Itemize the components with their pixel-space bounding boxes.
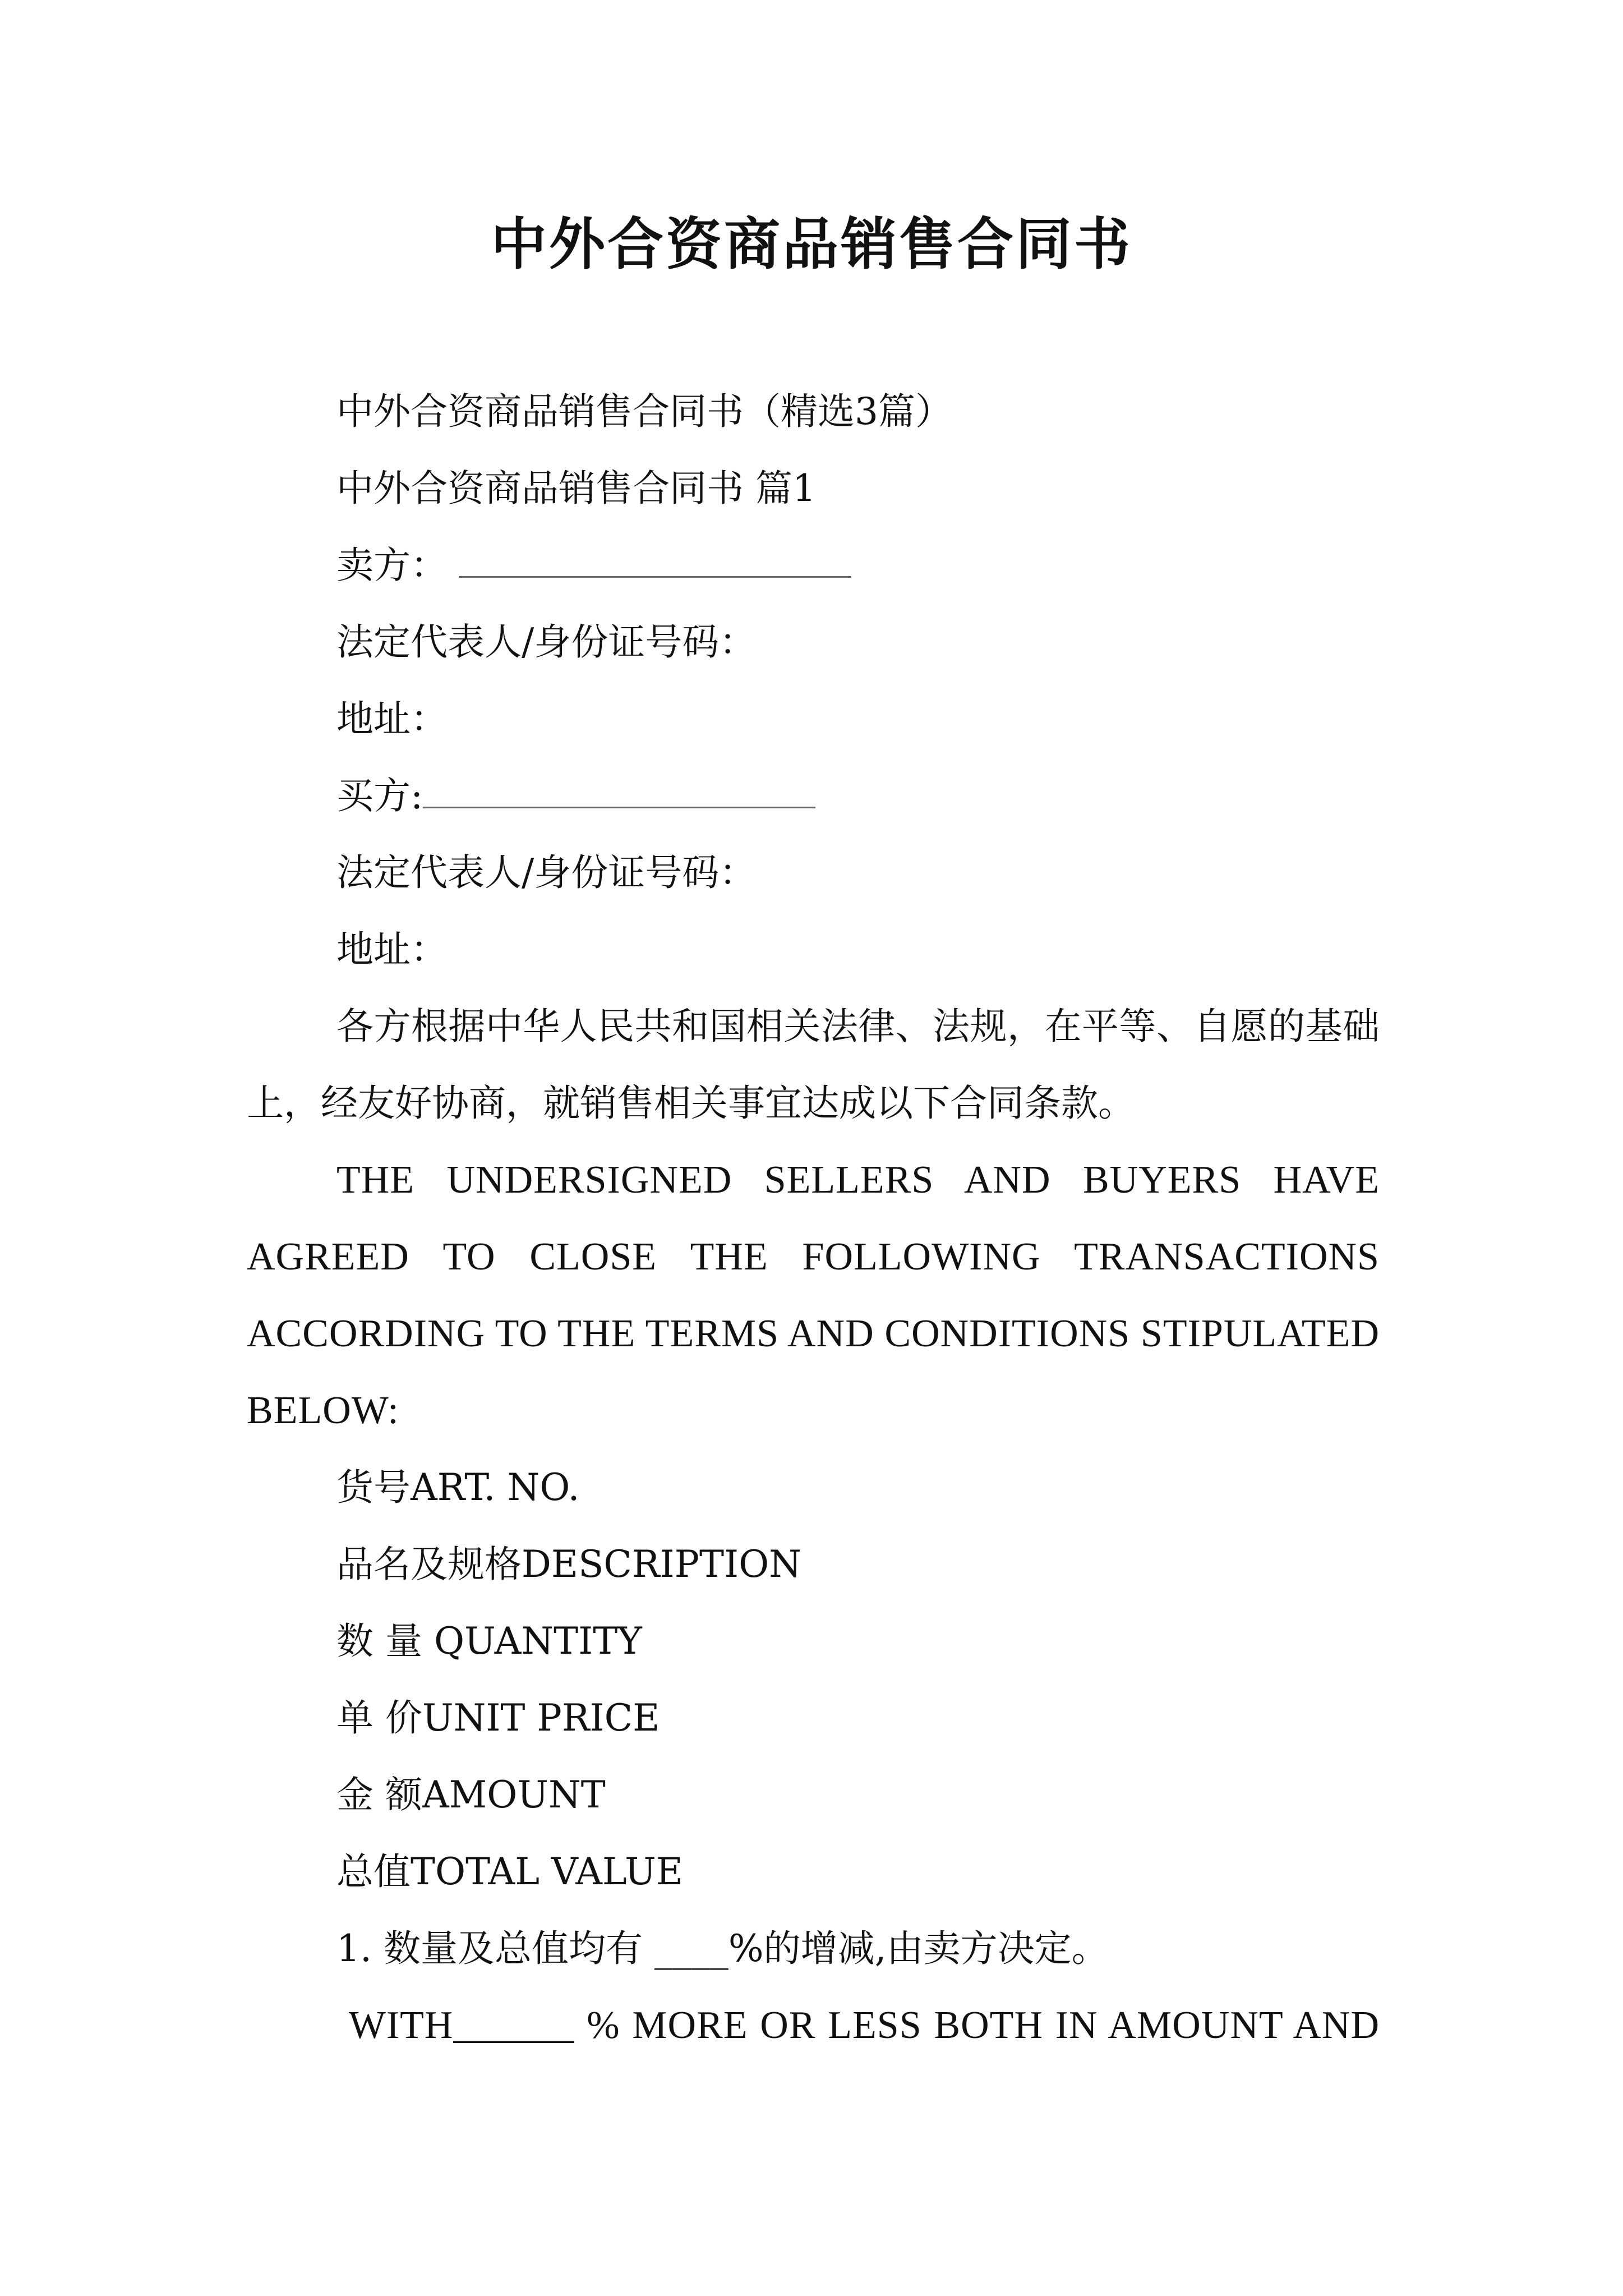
seller-address: 地址：	[336, 697, 448, 740]
subtitle: 中外合资商品销售合同书（精选3篇）	[336, 390, 952, 433]
seller-blank	[459, 541, 851, 578]
clause-1-chinese: 1. 数量及总值均有 ____%的增减,由卖方决定。	[336, 1927, 1109, 1970]
document-body	[247, 373, 1390, 2064]
preamble-chinese: 各方根据中华人民共和国相关法律、法规，在平等、自愿的基础上，经友好协商，就销售相关事宜达成以下合同条款。	[247, 1005, 1380, 1125]
buyer-blank	[423, 772, 815, 808]
field-quantity: 数 量 QUANTITY	[336, 1619, 642, 1663]
field-total-value: 总值TOTAL VALUE	[336, 1850, 683, 1893]
field-description: 品名及规格DESCRIPTION	[336, 1543, 801, 1586]
buyer-representative: 法定代表人/身份证号码：	[336, 851, 757, 894]
buyer-line	[247, 757, 1380, 834]
document-title: 中外合资商品销售合同书	[491, 211, 1132, 277]
buyer-address: 地址：	[336, 928, 448, 971]
field-amount: 金 额AMOUNT	[336, 1773, 606, 1816]
seller-label: 卖方：	[336, 544, 448, 587]
clause-1-english: WITH______ % MORE OR LESS BOTH IN AMOUNT AND	[336, 2004, 1380, 2047]
seller-line	[247, 527, 1380, 604]
field-unit-price: 单 价UNIT PRICE	[336, 1696, 660, 1740]
preamble-english: THE UNDERSIGNED SELLERS AND BUYERS HAVE AGREED TO CLOSE THE FOLLOWING TRANSACTIONS ACCORDING TO THE TERMS AND CONDITIONS STIPULATED BELOW:	[247, 1158, 1390, 1432]
field-art-no: 货号ART. NO.	[336, 1466, 580, 1509]
section-heading: 中外合资商品销售合同书 篇1	[336, 467, 816, 510]
seller-representative: 法定代表人/身份证号码：	[336, 620, 757, 664]
buyer-label: 买方:	[336, 774, 423, 817]
